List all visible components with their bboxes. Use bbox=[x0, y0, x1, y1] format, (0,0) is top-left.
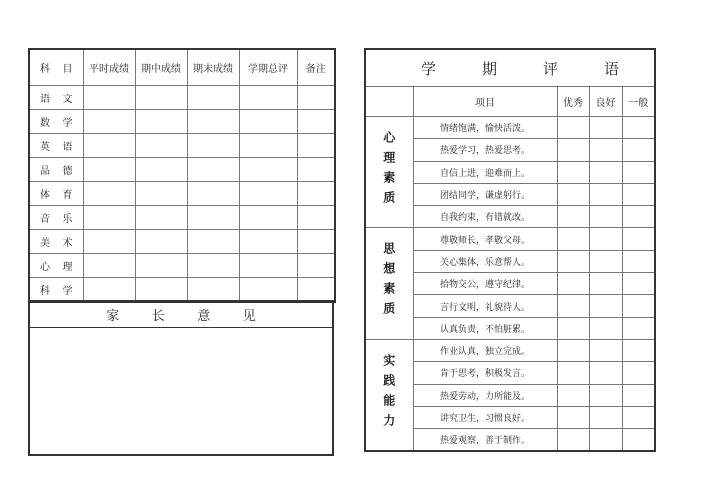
category-cell bbox=[365, 228, 413, 339]
excellent-cell[interactable] bbox=[557, 228, 589, 250]
excellent-cell[interactable] bbox=[557, 273, 589, 295]
grades-column-header: 学期总评 bbox=[239, 49, 297, 86]
grade-cell[interactable] bbox=[135, 278, 187, 303]
grade-cell[interactable] bbox=[239, 278, 297, 303]
grade-cell[interactable] bbox=[239, 158, 297, 182]
grade-cell[interactable] bbox=[135, 134, 187, 158]
category-label: 实践能力 bbox=[381, 353, 396, 434]
subject-char: 语 bbox=[62, 142, 73, 153]
subject-char: 美 bbox=[40, 238, 50, 249]
item-header: 项目 bbox=[413, 87, 557, 117]
evaluation-item: 团结同学，谦虚躬行。 bbox=[413, 183, 557, 205]
title-char: 见 bbox=[242, 309, 256, 324]
excellent-cell[interactable] bbox=[557, 295, 589, 317]
good-cell[interactable] bbox=[589, 429, 622, 452]
excellent-cell[interactable] bbox=[557, 117, 589, 139]
evaluation-item: 关心集体，乐意帮人。 bbox=[413, 250, 557, 272]
evaluation-item: 认真负责，不怕脏累。 bbox=[413, 317, 557, 339]
excellent-cell[interactable] bbox=[557, 362, 589, 384]
subject-cell bbox=[29, 230, 83, 254]
evaluation-item: 情绪饱满，愉快活泼。 bbox=[413, 117, 557, 139]
subject-char: 英 bbox=[40, 142, 50, 153]
subject-char: 心 bbox=[40, 262, 50, 273]
grade-cell[interactable] bbox=[187, 230, 239, 254]
average-cell[interactable] bbox=[622, 228, 655, 250]
title-char: 长 bbox=[151, 309, 165, 324]
subject-cell bbox=[29, 278, 83, 303]
excellent-cell[interactable] bbox=[557, 206, 589, 228]
grade-cell[interactable] bbox=[297, 278, 335, 303]
category-cell bbox=[365, 339, 413, 451]
evaluation-item: 自信上进，迎难而上。 bbox=[413, 161, 557, 183]
excellent-cell[interactable] bbox=[557, 139, 589, 161]
grade-cell[interactable] bbox=[83, 230, 135, 254]
subject-char: 语 bbox=[40, 94, 50, 105]
title-char: 家 bbox=[106, 309, 120, 324]
grades-table bbox=[28, 48, 336, 303]
category-cell bbox=[365, 117, 413, 228]
grades-column-header: 期末成绩 bbox=[187, 49, 239, 86]
grade-cell[interactable] bbox=[187, 254, 239, 278]
category-label: 心理素质 bbox=[381, 130, 396, 211]
category-header bbox=[365, 87, 413, 117]
excellent-header: 优秀 bbox=[557, 87, 589, 117]
evaluation-item: 拾物交公，遵守纪律。 bbox=[413, 273, 557, 295]
excellent-cell[interactable] bbox=[557, 161, 589, 183]
title-char: 期 bbox=[482, 59, 498, 78]
good-cell[interactable] bbox=[589, 273, 622, 295]
evaluation-table bbox=[364, 48, 656, 452]
grades-column-header: 平时成绩 bbox=[83, 49, 135, 86]
grades-row bbox=[29, 110, 335, 134]
average-cell[interactable] bbox=[622, 183, 655, 205]
grade-cell[interactable] bbox=[297, 110, 335, 134]
parent-opinion-box bbox=[28, 300, 334, 456]
excellent-cell[interactable] bbox=[557, 250, 589, 272]
subject-char: 目 bbox=[62, 64, 73, 75]
subject-char: 音 bbox=[40, 214, 50, 225]
excellent-cell[interactable] bbox=[557, 183, 589, 205]
grade-cell[interactable] bbox=[135, 158, 187, 182]
average-cell[interactable] bbox=[622, 429, 655, 452]
subject-char: 学 bbox=[62, 286, 73, 297]
subject-cell bbox=[29, 110, 83, 134]
excellent-cell[interactable] bbox=[557, 339, 589, 361]
good-cell[interactable] bbox=[589, 161, 622, 183]
grade-cell[interactable] bbox=[83, 86, 135, 110]
grade-cell[interactable] bbox=[135, 182, 187, 206]
good-cell[interactable] bbox=[589, 250, 622, 272]
grades-header-row bbox=[29, 49, 335, 86]
grades-row bbox=[29, 254, 335, 278]
subject-cell bbox=[29, 86, 83, 110]
average-cell[interactable] bbox=[622, 250, 655, 272]
title-char: 意 bbox=[197, 309, 211, 324]
subject-cell bbox=[29, 206, 83, 230]
subject-char: 品 bbox=[40, 166, 50, 177]
grade-cell[interactable] bbox=[239, 182, 297, 206]
good-cell[interactable] bbox=[589, 406, 622, 428]
grade-cell[interactable] bbox=[187, 86, 239, 110]
grades-column-header: 期中成绩 bbox=[135, 49, 187, 86]
grade-cell[interactable] bbox=[83, 158, 135, 182]
grade-cell[interactable] bbox=[135, 254, 187, 278]
excellent-cell[interactable] bbox=[557, 384, 589, 406]
grade-cell[interactable] bbox=[83, 206, 135, 230]
grade-cell[interactable] bbox=[297, 206, 335, 230]
title-char: 学 bbox=[421, 59, 437, 78]
grade-cell[interactable] bbox=[297, 230, 335, 254]
grade-cell[interactable] bbox=[297, 158, 335, 182]
subject-char: 文 bbox=[62, 94, 73, 105]
evaluation-item: 肯于思考，积极发言。 bbox=[413, 362, 557, 384]
grade-cell[interactable] bbox=[239, 230, 297, 254]
good-cell[interactable] bbox=[589, 317, 622, 339]
good-cell[interactable] bbox=[589, 183, 622, 205]
grade-cell[interactable] bbox=[135, 230, 187, 254]
grade-cell[interactable] bbox=[135, 86, 187, 110]
average-cell[interactable] bbox=[622, 384, 655, 406]
average-cell[interactable] bbox=[622, 206, 655, 228]
subject-cell bbox=[29, 182, 83, 206]
evaluation-row bbox=[365, 228, 655, 250]
grade-cell[interactable] bbox=[239, 86, 297, 110]
parent-opinion-title bbox=[30, 302, 332, 328]
average-cell[interactable] bbox=[622, 406, 655, 428]
grade-cell[interactable] bbox=[83, 110, 135, 134]
title-char: 语 bbox=[604, 59, 620, 78]
average-cell[interactable] bbox=[622, 273, 655, 295]
subject-char: 科 bbox=[40, 286, 50, 297]
evaluation-row bbox=[365, 117, 655, 139]
grade-cell[interactable] bbox=[187, 278, 239, 303]
average-cell[interactable] bbox=[622, 317, 655, 339]
subject-char: 体 bbox=[40, 190, 50, 201]
good-cell[interactable] bbox=[589, 362, 622, 384]
grades-row bbox=[29, 182, 335, 206]
average-cell[interactable] bbox=[622, 117, 655, 139]
grade-cell[interactable] bbox=[83, 278, 135, 303]
grade-cell[interactable] bbox=[187, 182, 239, 206]
grade-cell[interactable] bbox=[187, 206, 239, 230]
subject-char: 科 bbox=[40, 64, 50, 75]
grades-column-header: 备注 bbox=[297, 49, 335, 86]
subject-cell bbox=[29, 134, 83, 158]
good-cell[interactable] bbox=[589, 339, 622, 361]
good-cell[interactable] bbox=[589, 228, 622, 250]
evaluation-item: 尊敬师长，孝敬父母。 bbox=[413, 228, 557, 250]
grade-cell[interactable] bbox=[187, 158, 239, 182]
good-cell[interactable] bbox=[589, 206, 622, 228]
evaluation-item: 热爱学习，热爱思考。 bbox=[413, 139, 557, 161]
evaluation-item: 作业认真，独立完成。 bbox=[413, 339, 557, 361]
grade-cell[interactable] bbox=[83, 182, 135, 206]
good-cell[interactable] bbox=[589, 139, 622, 161]
grade-cell[interactable] bbox=[187, 134, 239, 158]
grades-row bbox=[29, 158, 335, 182]
average-cell[interactable] bbox=[622, 362, 655, 384]
grades-row bbox=[29, 230, 335, 254]
average-cell[interactable] bbox=[622, 161, 655, 183]
good-header: 良好 bbox=[589, 87, 622, 117]
grade-cell[interactable] bbox=[135, 110, 187, 134]
subject-char: 乐 bbox=[62, 214, 73, 225]
evaluation-item: 言行文明，礼貌待人。 bbox=[413, 295, 557, 317]
subject-char: 育 bbox=[62, 190, 73, 201]
grade-cell[interactable] bbox=[239, 134, 297, 158]
excellent-cell[interactable] bbox=[557, 406, 589, 428]
excellent-cell[interactable] bbox=[557, 429, 589, 452]
grade-cell[interactable] bbox=[135, 206, 187, 230]
grade-cell[interactable] bbox=[297, 182, 335, 206]
parent-opinion-area[interactable] bbox=[30, 328, 332, 453]
grade-cell[interactable] bbox=[187, 110, 239, 134]
evaluation-item: 热爱观察，善于制作。 bbox=[413, 429, 557, 452]
good-cell[interactable] bbox=[589, 384, 622, 406]
average-cell[interactable] bbox=[622, 139, 655, 161]
average-cell[interactable] bbox=[622, 339, 655, 361]
subject-cell bbox=[29, 49, 83, 86]
evaluation-title bbox=[365, 49, 655, 87]
evaluation-item: 讲究卫生，习惯良好。 bbox=[413, 406, 557, 428]
subject-cell bbox=[29, 254, 83, 278]
excellent-cell[interactable] bbox=[557, 317, 589, 339]
subject-char: 术 bbox=[62, 238, 73, 249]
evaluation-item: 自我约束，有错就改。 bbox=[413, 206, 557, 228]
average-cell[interactable] bbox=[622, 295, 655, 317]
average-header: 一般 bbox=[622, 87, 655, 117]
grades-row bbox=[29, 278, 335, 303]
grade-cell[interactable] bbox=[297, 254, 335, 278]
good-cell[interactable] bbox=[589, 295, 622, 317]
subject-char: 德 bbox=[62, 166, 73, 177]
grade-cell[interactable] bbox=[239, 206, 297, 230]
evaluation-row bbox=[365, 339, 655, 361]
grade-cell[interactable] bbox=[83, 134, 135, 158]
evaluation-item: 热爱劳动，力所能及。 bbox=[413, 384, 557, 406]
subject-char: 学 bbox=[62, 118, 73, 129]
grade-cell[interactable] bbox=[83, 254, 135, 278]
grade-cell[interactable] bbox=[297, 134, 335, 158]
subject-char: 数 bbox=[40, 118, 50, 129]
grades-row bbox=[29, 134, 335, 158]
grades-row bbox=[29, 206, 335, 230]
grade-cell[interactable] bbox=[239, 254, 297, 278]
good-cell[interactable] bbox=[589, 117, 622, 139]
subject-char: 理 bbox=[62, 262, 73, 273]
subject-cell bbox=[29, 158, 83, 182]
grade-cell[interactable] bbox=[297, 86, 335, 110]
title-char: 评 bbox=[543, 59, 559, 78]
grade-cell[interactable] bbox=[239, 110, 297, 134]
grades-row bbox=[29, 86, 335, 110]
category-label: 思想素质 bbox=[381, 242, 396, 323]
